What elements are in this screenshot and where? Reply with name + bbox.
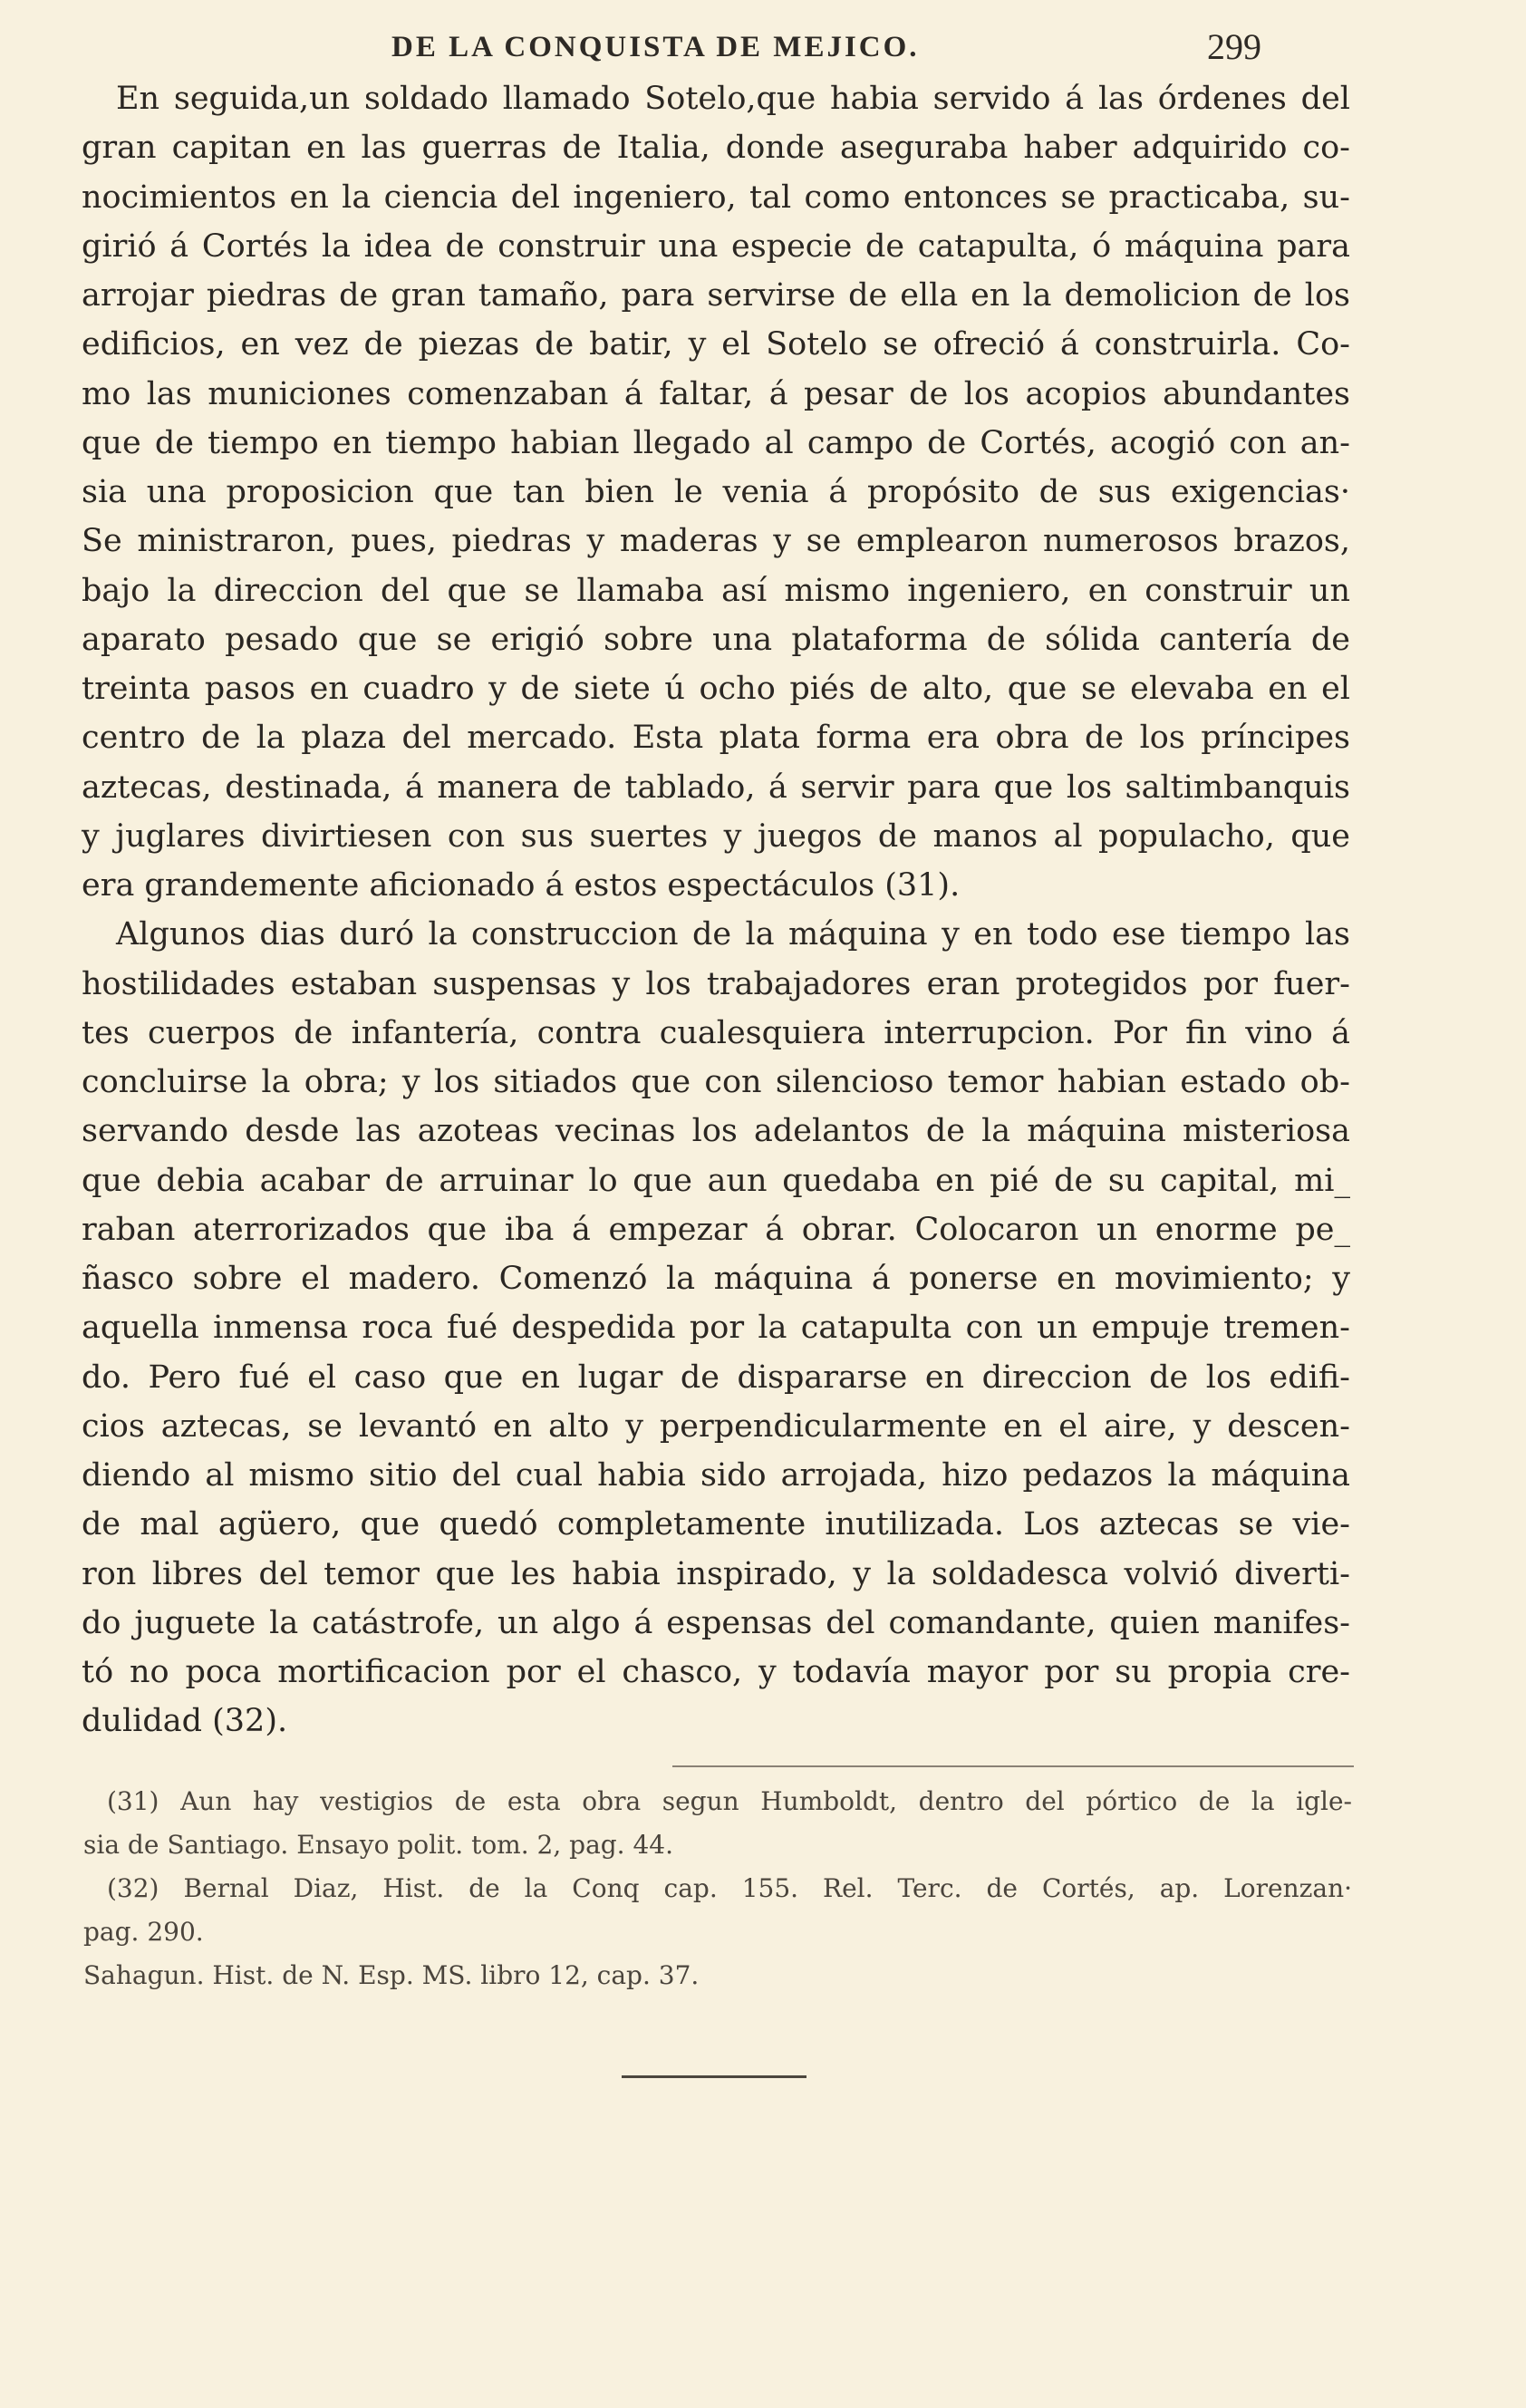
text-line: ñasco sobre el madero. Comenzó la máquina á ponerse en movimiento; y	[82, 1261, 1350, 1297]
text-line: aztecas, destinada, á manera de tablado, á servir para que los saltimbanquis	[82, 769, 1350, 806]
text-line: do. Pero fué el caso que en lugar de dispararse en direccion de los edifi-	[82, 1359, 1350, 1396]
end-divider	[622, 2075, 806, 2078]
text-line: edificios, en vez de piezas de batir, y el Sotelo se ofreció á construirla. Co-	[82, 326, 1350, 363]
text-line: de mal agüero, que quedó completamente inutilizada. Los aztecas se vie-	[82, 1506, 1350, 1543]
text-line: sia una proposicion que tan bien le venia á propósito de sus exigencias·	[82, 474, 1350, 510]
text-line: aquella inmensa roca fué despedida por la catapulta con un empuje tremen-	[82, 1310, 1350, 1347]
text-line: era grandemente aficionado á estos espectáculos (31).	[82, 867, 961, 904]
running-title: DE LA CONQUISTA DE MEJICO.	[391, 31, 920, 63]
footnote-line: sia de Santiago. Ensayo polit. tom. 2, pag. 44.	[83, 1830, 674, 1860]
text-line: Algunos dias duró la construccion de la máquina y en todo ese tiempo las	[116, 916, 1350, 953]
text-line: aparato pesado que se erigió sobre una plataforma de sólida cantería de	[82, 621, 1350, 658]
footnote-line: Sahagun. Hist. de N. Esp. MS. libro 12, cap. 37.	[83, 1960, 700, 1990]
text-line: bajo la direccion del que se llamaba así mismo ingeniero, en construir un	[82, 572, 1350, 609]
text-line: nocimientos en la ciencia del ingeniero, tal como entonces se practicaba, su-	[82, 179, 1350, 216]
running-head	[0, 26, 1526, 76]
text-line: cios aztecas, se levantó en alto y perpendicularmente en el aire, y descen-	[82, 1407, 1350, 1445]
text-line: arrojar piedras de gran tamaño, para servirse de ella en la demolicion de los	[82, 277, 1350, 314]
footnote-line: (31) Aun hay vestigios de esta obra segun Humboldt, dentro del pórtico de la igle-	[107, 1786, 1352, 1816]
text-line: servando desde las azoteas vecinas los adelantos de la máquina misteriosa	[82, 1113, 1350, 1150]
body-text	[82, 74, 1350, 1746]
text-line: En seguida,un soldado llamado Sotelo,que habia servido á las órdenes del	[116, 81, 1350, 117]
text-line: do juguete la catástrofe, un algo á espensas del comandante, quien manifes-	[82, 1604, 1350, 1641]
paragraph-1	[82, 74, 1350, 910]
text-line: gran capitan en las guerras de Italia, donde aseguraba haber adquirido co-	[82, 130, 1350, 167]
text-line: hostilidades estaban suspensas y los trabajadores eran protegidos por fuer-	[82, 965, 1350, 1002]
paragraph-2	[82, 910, 1350, 1746]
text-line: raban aterrorizados que iba á empezar á obrar. Colocaron un enorme pe_	[82, 1211, 1350, 1248]
text-line: y juglares divirtiesen con sus suertes y juegos de manos al populacho, que	[82, 817, 1350, 855]
text-line: treinta pasos en cuadro y de siete ú ocho piés de alto, que se elevaba en el	[82, 671, 1350, 707]
text-line: diendo al mismo sitio del cual habia sido arrojada, hizo pedazos la máquina	[82, 1457, 1350, 1494]
text-line: ron libres del temor que les habia inspirado, y la soldadesca volvió diverti-	[82, 1555, 1350, 1592]
text-line: centro de la plaza del mercado. Esta plata forma era obra de los príncipes	[82, 720, 1350, 757]
text-line: tes cuerpos de infantería, contra cualesquiera interrupcion. Por fin vino á	[82, 1014, 1350, 1051]
text-line: dulidad (32).	[82, 1703, 288, 1740]
footnotes	[83, 1780, 1352, 1997]
page-number: 299	[1207, 26, 1261, 67]
text-line: mo las municiones comenzaban á faltar, á pesar de los acopios abundantes	[82, 375, 1350, 412]
footnote-divider	[672, 1765, 1354, 1767]
footnote-line: (32) Bernal Diaz, Hist. de la Conq cap. 155. Rel. Terc. de Cortés, ap. Lorenzan·	[107, 1873, 1352, 1903]
text-line: que debia acabar de arruinar lo que aun quedaba en pié de su capital, mi_	[82, 1162, 1350, 1199]
footnote-line: pag. 290.	[83, 1917, 204, 1947]
text-line: que de tiempo en tiempo habian llegado al campo de Cortés, acogió con an-	[82, 424, 1350, 461]
text-line: girió á Cortés la idea de construir una especie de catapulta, ó máquina para	[82, 227, 1350, 265]
text-line: Se ministraron, pues, piedras y maderas y se emplearon numerosos brazos,	[82, 523, 1350, 560]
text-line: concluirse la obra; y los sitiados que con silencioso temor habian estado ob-	[82, 1064, 1350, 1100]
text-line: tó no poca mortificacion por el chasco, y todavía mayor por su propia cre-	[82, 1654, 1350, 1690]
